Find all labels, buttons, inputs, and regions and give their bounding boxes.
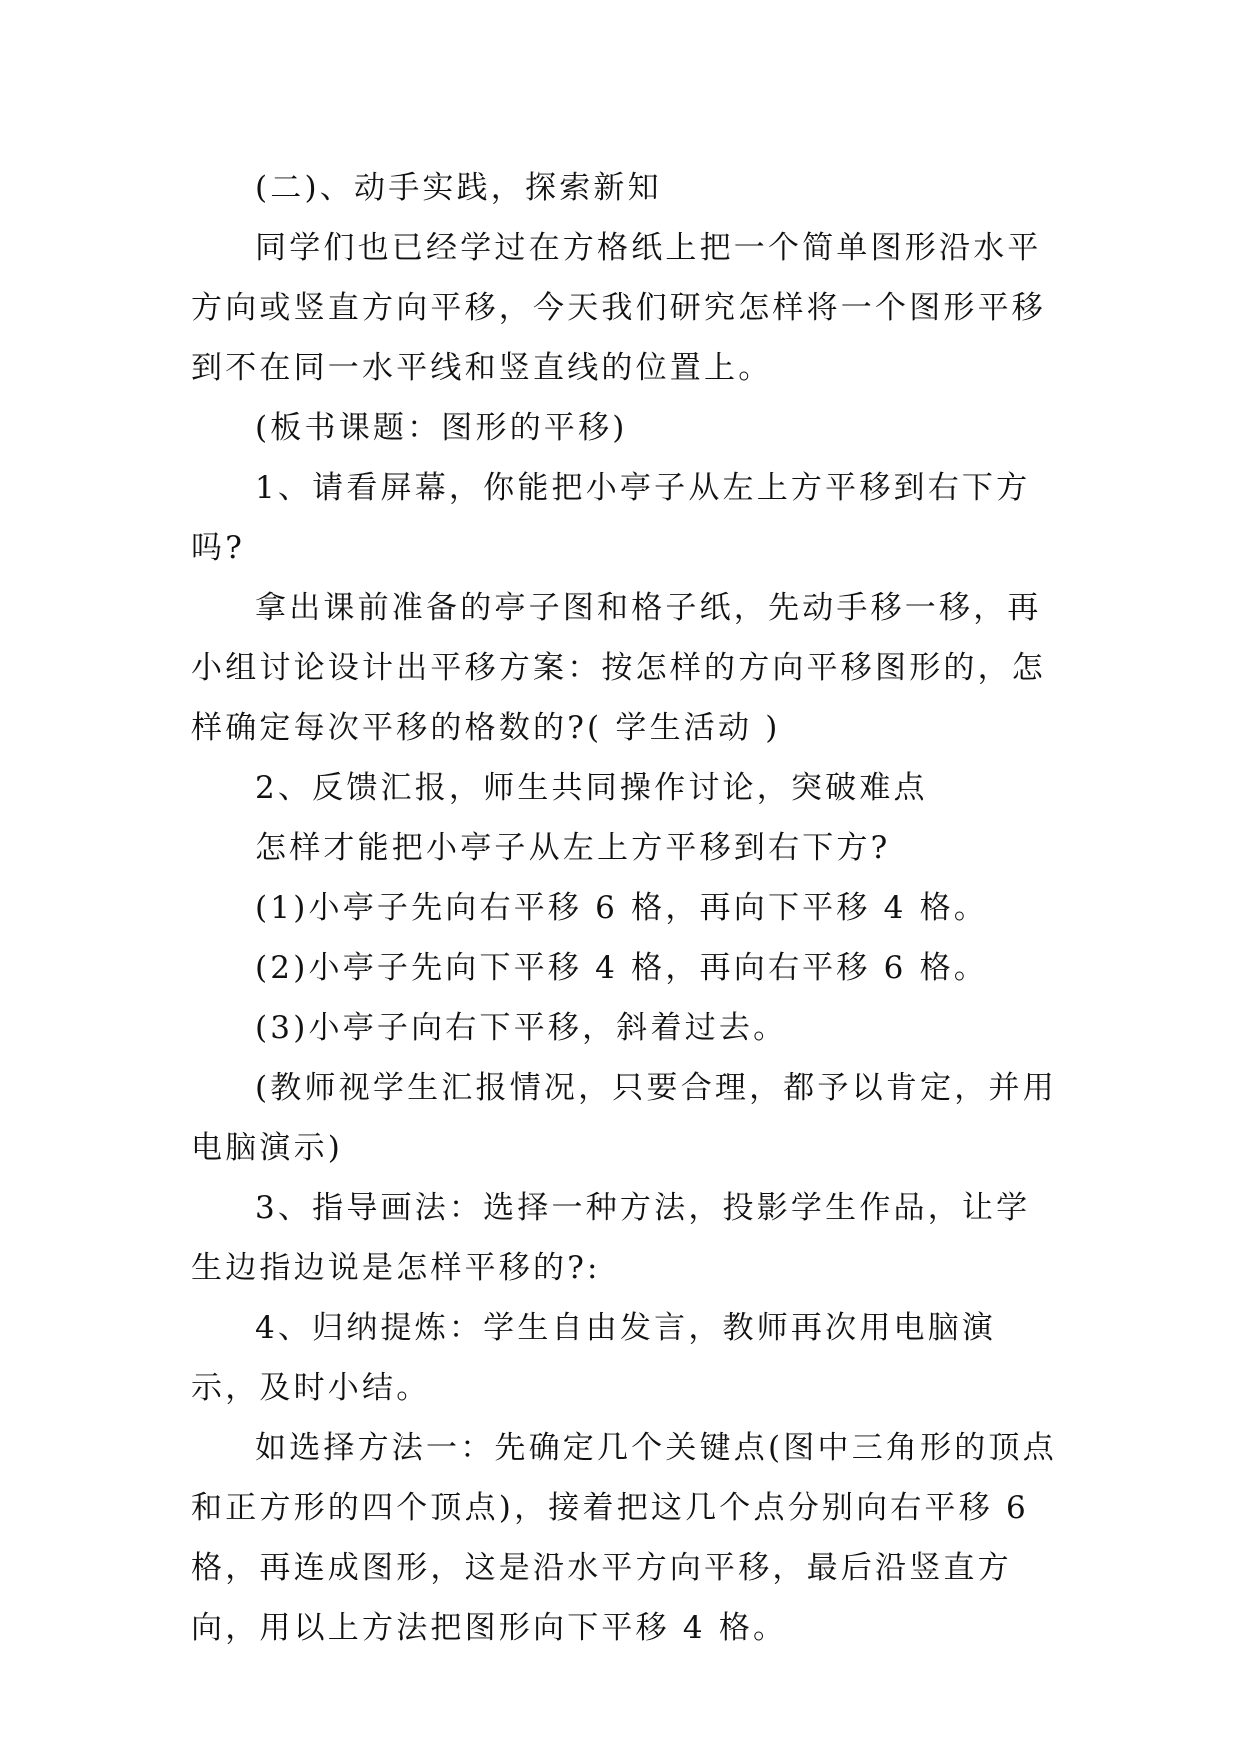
paragraph-option-3: (3)小亭子向右下平移，斜着过去。 — [255, 1010, 788, 1046]
paragraph-step-4: 4、归纳提炼：学生自由发言，教师再次用电脑演示，及时小结。 — [191, 1310, 997, 1406]
paragraph-step-1: 1、请看屏幕，你能把小亭子从左上方平移到右下方吗? — [191, 470, 1031, 566]
paragraph-step-2: 2、反馈汇报，师生共同操作讨论，突破难点 — [255, 770, 928, 806]
paragraph-board-title: (板书课题：图形的平移) — [255, 410, 628, 446]
paragraph-activity: 拿出课前准备的亭子图和格子纸，先动手移一移，再小组讨论设计出平移方案：按怎样的方向平移图形的，怎样确定每次平移的格数的?( 学生活动 ) — [191, 590, 1046, 746]
document-body — [191, 158, 1061, 1658]
paragraph-question: 怎样才能把小亭子从左上方平移到右下方? — [255, 830, 891, 866]
paragraph-intro: 同学们也已经学过在方格纸上把一个简单图形沿水平方向或竖直方向平移，今天我们研究怎样将一个图形平移到不在同一水平线和竖直线的位置上。 — [191, 230, 1046, 386]
paragraph-method-one: 如选择方法一：先确定几个关键点(图中三角形的顶点和正方形的四个顶点)，接着把这几个点分别向右平移 6 格，再连成图形，这是沿水平方向平移，最后沿竖直方向，用以上方法把图形向下平移 4 格。 — [191, 1430, 1057, 1646]
paragraph-option-2: (2)小亭子先向下平移 4 格，再向右平移 6 格。 — [255, 950, 988, 986]
paragraph-teacher-note: (教师视学生汇报情况，只要合理，都予以肯定，并用电脑演示) — [191, 1070, 1057, 1166]
paragraph-step-3: 3、指导画法：选择一种方法，投影学生作品，让学生边指边说是怎样平移的?: — [191, 1190, 1031, 1286]
paragraph-option-1: (1)小亭子先向右平移 6 格，再向下平移 4 格。 — [255, 890, 988, 926]
section-heading: (二)、动手实践，探索新知 — [255, 170, 662, 206]
